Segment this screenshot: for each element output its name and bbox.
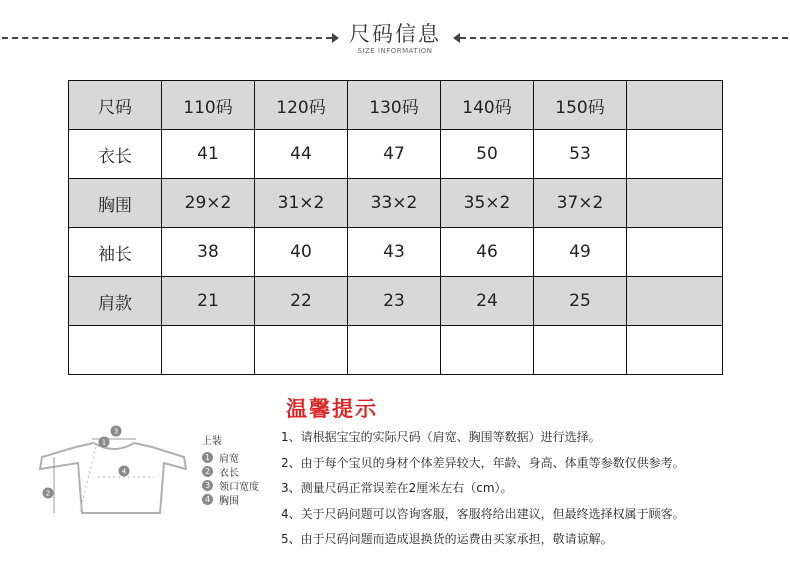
tip-item: 2、由于每个宝贝的身材个体差异较大，年龄、身高、体重等参数仅供参考。 (281, 455, 685, 470)
table-cell: 44 (255, 130, 348, 179)
table-cell: 37×2 (534, 179, 627, 228)
tip-item: 1、请根据宝宝的实际尺码（肩宽、胸围等数据）进行选择。 (281, 430, 601, 444)
table-cell (627, 277, 723, 326)
tip-item: 3、测量尺码正常误差在2厘米左右（cm）。 (281, 481, 513, 495)
section-title: 尺码信息 (349, 22, 441, 46)
legend-item (202, 450, 259, 464)
tip-item: 5、由于尺码问题而造成退换货的运费由买家承担，敬请谅解。 (281, 532, 613, 546)
table-cell: 25 (534, 277, 627, 326)
table-cell: 40 (255, 228, 348, 277)
legend-label: 衣长 (219, 467, 239, 479)
table-cell (441, 326, 534, 375)
table-cell: 29×2 (162, 179, 255, 228)
legend-item (202, 478, 259, 492)
tips-title: 温馨提示 (286, 397, 378, 421)
table-cell: 35×2 (441, 179, 534, 228)
legend-badge: 1 (202, 452, 213, 463)
section-subtitle: SIZE INFORMATION (357, 47, 433, 55)
table-cell (627, 326, 723, 375)
row-label-cell: 胸围 (69, 179, 162, 228)
legend-badge: 3 (202, 480, 213, 491)
table-cell (627, 179, 723, 228)
legend-badge: 4 (202, 494, 213, 505)
size-table (68, 80, 723, 375)
table-cell: 120码 (255, 81, 348, 130)
table-cell: 38 (162, 228, 255, 277)
row-label-cell: 肩款 (69, 277, 162, 326)
table-cell: 23 (348, 277, 441, 326)
table-cell (534, 326, 627, 375)
table-header-row (69, 81, 723, 130)
table-cell: 110码 (162, 81, 255, 130)
row-label-cell: 衣长 (69, 130, 162, 179)
table-cell: 43 (348, 228, 441, 277)
diagram-badge-3-label: 3 (113, 427, 119, 436)
section-header (0, 0, 790, 60)
diagram-legend (202, 432, 259, 506)
diagram-badge-2-label: 2 (45, 489, 51, 498)
diagram-badge-1-label: 1 (101, 438, 107, 447)
legend-item (202, 492, 259, 506)
header-divider-left (2, 37, 332, 39)
table-cell: 24 (441, 277, 534, 326)
header-divider-right (460, 37, 788, 39)
legend-item (202, 464, 259, 478)
legend-label: 胸围 (219, 495, 239, 507)
table-row (69, 130, 723, 179)
table-cell: 46 (441, 228, 534, 277)
tip-item: 4、关于尺码问题可以咨询客服，客服将给出建议，但最终选择权属于顾客。 (281, 506, 685, 521)
table-cell (627, 81, 723, 130)
table-cell (348, 326, 441, 375)
legend-badge: 2 (202, 466, 213, 477)
row-label-cell: 尺码 (69, 81, 162, 130)
table-cell: 22 (255, 277, 348, 326)
garment-measurement-diagram (36, 425, 196, 520)
header-arrow-right-icon (453, 33, 460, 43)
table-cell (627, 130, 723, 179)
table-row (69, 326, 723, 375)
table-cell: 41 (162, 130, 255, 179)
table-cell (627, 228, 723, 277)
table-cell: 33×2 (348, 179, 441, 228)
header-arrow-left-icon (332, 33, 339, 43)
legend-label: 领口宽度 (219, 481, 259, 493)
legend-label: 肩宽 (219, 453, 239, 465)
table-cell: 47 (348, 130, 441, 179)
table-cell: 150码 (534, 81, 627, 130)
table-cell: 130码 (348, 81, 441, 130)
table-cell (162, 326, 255, 375)
diagram-badge-4-label: 4 (121, 467, 127, 476)
table-cell (255, 326, 348, 375)
table-cell: 140码 (441, 81, 534, 130)
table-row (69, 179, 723, 228)
table-cell: 31×2 (255, 179, 348, 228)
table-row (69, 228, 723, 277)
table-cell: 53 (534, 130, 627, 179)
table-cell: 21 (162, 277, 255, 326)
table-row (69, 277, 723, 326)
row-label-cell: 袖长 (69, 228, 162, 277)
tips-list (281, 425, 685, 553)
row-label-cell (69, 326, 162, 375)
table-cell: 49 (534, 228, 627, 277)
table-cell: 50 (441, 130, 534, 179)
legend-heading: 上装 (202, 436, 222, 447)
